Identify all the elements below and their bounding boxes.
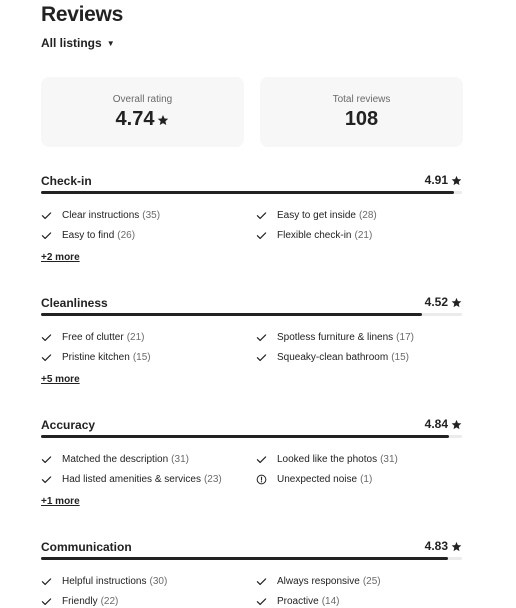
highlight-tag — [256, 596, 339, 607]
check-icon — [256, 352, 267, 363]
category-rating-bar — [41, 435, 462, 438]
total-reviews-value-row — [260, 108, 463, 131]
highlight-count: (31) — [171, 454, 189, 465]
category-rating-bar — [41, 557, 462, 560]
listings-filter-label: All listings — [41, 36, 102, 50]
highlight-tag — [41, 332, 145, 343]
highlight-label: Had listed amenities & services — [62, 474, 201, 485]
category-name: Check-in — [41, 174, 92, 188]
category-rating-bar — [41, 313, 462, 316]
overall-rating-card — [41, 77, 244, 147]
total-reviews-card — [260, 77, 463, 147]
highlight-label: Friendly — [62, 596, 98, 607]
highlight-count: (15) — [391, 352, 409, 363]
category-header — [41, 174, 462, 190]
total-reviews-value: 108 — [344, 108, 379, 130]
highlight-tag — [41, 210, 160, 221]
check-icon — [256, 332, 267, 343]
category-rating-bar-fill — [41, 191, 454, 194]
check-icon — [41, 454, 52, 465]
check-icon — [256, 210, 267, 221]
highlight-label: Matched the description — [62, 454, 169, 465]
highlight-tag — [256, 576, 381, 587]
check-icon — [256, 230, 267, 241]
highlight-count: (22) — [100, 596, 119, 607]
check-icon — [41, 230, 52, 241]
highlight-tag — [256, 332, 414, 343]
highlight-count: (1) — [360, 474, 373, 485]
star-icon — [451, 175, 462, 186]
star-icon — [451, 297, 462, 308]
highlight-count: (35) — [142, 210, 161, 221]
highlight-label: Flexible check-in — [277, 230, 352, 241]
check-icon — [256, 454, 267, 465]
show-more-link[interactable]: +5 more — [41, 374, 80, 385]
category-score-value: 4.91 — [424, 173, 448, 187]
highlight-label: Always responsive — [277, 576, 360, 587]
check-icon — [41, 474, 52, 485]
category-score-value: 4.84 — [424, 417, 448, 431]
highlight-label: Proactive — [277, 596, 319, 607]
category-score — [425, 173, 462, 187]
category-header — [41, 418, 462, 434]
highlight-tag — [256, 474, 372, 485]
highlight-label: Clear instructions — [62, 210, 140, 221]
check-icon — [41, 332, 52, 343]
highlight-count: (14) — [321, 596, 340, 607]
highlight-tag — [256, 230, 372, 241]
highlight-tag — [256, 210, 377, 221]
review-category-check-in — [41, 173, 462, 263]
highlight-count: (15) — [132, 352, 151, 363]
category-header — [41, 540, 462, 556]
category-name: Accuracy — [41, 418, 96, 432]
category-score-value: 4.52 — [424, 295, 448, 309]
alert-circle-icon — [256, 474, 267, 485]
highlight-label: Squeaky-clean bathroom — [277, 352, 389, 363]
highlight-tag — [41, 230, 135, 241]
category-rating-bar-fill — [41, 435, 449, 438]
total-reviews-label: Total reviews — [332, 94, 391, 105]
highlight-label: Easy to get inside — [277, 210, 356, 221]
chevron-down-icon: ▼ — [106, 38, 115, 48]
category-score — [425, 295, 462, 309]
highlight-tag — [41, 596, 118, 607]
check-icon — [256, 596, 267, 607]
check-icon — [41, 576, 52, 587]
star-icon — [157, 114, 169, 126]
highlight-label: Unexpected noise — [277, 474, 358, 485]
category-rating-bar-fill — [41, 557, 448, 560]
category-name: Communication — [41, 540, 132, 554]
review-category-cleanliness — [41, 295, 462, 385]
check-icon — [41, 596, 52, 607]
review-category-accuracy — [41, 417, 462, 507]
highlight-count: (21) — [354, 230, 373, 241]
highlight-count: (26) — [117, 230, 136, 241]
star-icon — [451, 541, 462, 552]
listings-filter-dropdown[interactable] — [41, 36, 115, 50]
highlight-label: Free of clutter — [62, 332, 124, 343]
review-category-communication — [41, 539, 462, 607]
category-score — [425, 539, 462, 553]
category-header — [41, 296, 462, 312]
show-more-link[interactable]: +2 more — [41, 252, 80, 263]
show-more-link[interactable]: +1 more — [41, 496, 80, 507]
highlight-tag — [41, 576, 167, 587]
category-score — [425, 417, 462, 431]
highlight-tag — [256, 352, 409, 363]
highlight-count: (31) — [380, 454, 398, 465]
highlight-count: (28) — [358, 210, 377, 221]
highlight-count: (25) — [362, 576, 381, 587]
overall-rating-value-row — [41, 108, 244, 131]
check-icon — [256, 576, 267, 587]
highlight-count: (30) — [149, 576, 168, 587]
star-icon — [451, 419, 462, 430]
overall-rating-value: 4.74 — [115, 108, 155, 130]
check-icon — [41, 352, 52, 363]
highlight-tag — [41, 352, 151, 363]
highlight-count: (17) — [396, 332, 414, 343]
highlight-label: Spotless furniture & linens — [277, 332, 394, 343]
check-icon — [41, 210, 52, 221]
highlight-label: Helpful instructions — [62, 576, 147, 587]
category-score-value: 4.83 — [424, 539, 448, 553]
highlight-label: Looked like the photos — [277, 454, 378, 465]
highlight-tag — [41, 474, 222, 485]
highlight-tag — [256, 454, 398, 465]
highlight-count: (21) — [126, 332, 145, 343]
highlight-label: Pristine kitchen — [62, 352, 130, 363]
category-rating-bar-fill — [41, 313, 422, 316]
category-name: Cleanliness — [41, 296, 108, 310]
page-title: Reviews — [41, 3, 123, 26]
overall-rating-label: Overall rating — [112, 94, 173, 105]
highlight-label: Easy to find — [62, 230, 115, 241]
highlight-tag — [41, 454, 189, 465]
category-rating-bar — [41, 191, 462, 194]
highlight-count: (23) — [203, 474, 222, 485]
